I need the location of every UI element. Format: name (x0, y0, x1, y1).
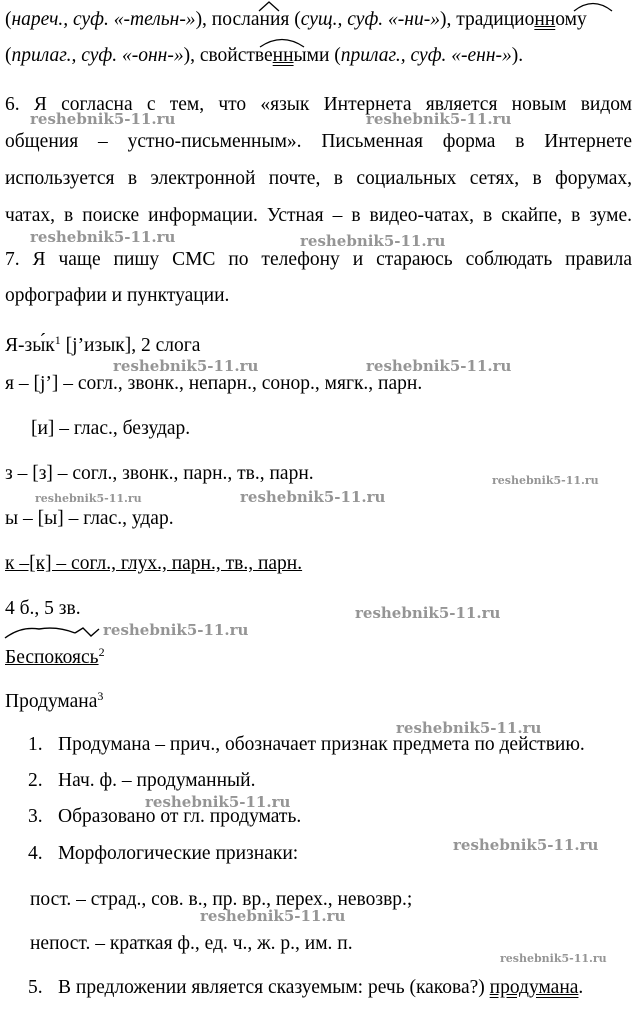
watermark: reshebnik5-11.ru (300, 232, 446, 250)
item6-line-2: общения – устно-письменным». Письменная форма в Интернете (5, 131, 632, 152)
nonpermanent-features: непост. – краткая ф., ед. ч., ж. р., им. п. (30, 933, 353, 954)
watermark: reshebnik5-11.ru (355, 604, 501, 622)
phonetic-line-ya: я – [j’] – согл., звонк., непарн., сонор., мягк., парн. (5, 373, 423, 394)
watermark: reshebnik5-11.ru (103, 621, 249, 639)
list-item: 4. Морфологические признаки: (28, 843, 299, 864)
watermark: reshebnik5-11.ru (30, 228, 176, 246)
morpheme-line-1: (нареч., суф. «-тельн-»), послания (сущ., суф. «-ни-»), традиционному (5, 9, 587, 30)
watermark: reshebnik5-11.ru (366, 110, 512, 128)
word-produmana: Продумана$^3$ (5, 689, 104, 712)
suffix-arc-icon (257, 0, 281, 12)
watermark: reshebnik5-11.ru (492, 474, 599, 487)
watermark: reshebnik5-11.ru (200, 907, 346, 925)
watermark: reshebnik5-11.ru (500, 952, 607, 965)
word-bespokoyas: Беспокоясь2 (5, 645, 105, 668)
suffix-ni: ни (259, 9, 281, 30)
suffix-nn-1: нн (534, 9, 556, 30)
phonetic-line-i: [и] – глас., безудар. (31, 418, 191, 439)
phonetic-line-k: к –[к] – согл., глух., парн., тв., парн. (5, 553, 303, 574)
watermark: reshebnik5-11.ru (366, 357, 512, 375)
item7-line-2: орфографии и пунктуации. (5, 285, 230, 306)
phonetic-heading: $Я-зы́к^1$ [j’изык], 2 слога (5, 333, 201, 356)
watermark: reshebnik5-11.ru (113, 357, 259, 375)
watermark: reshebnik5-11.ru (453, 836, 599, 854)
suffix-arc-icon (258, 36, 306, 48)
item6-line-3: используется в электронной почте, в социальных сетях, в форумах, (5, 168, 632, 189)
watermark: reshebnik5-11.ru (145, 793, 291, 811)
watermark: reshebnik5-11.ru (35, 492, 142, 505)
phonetic-summary: 4 б., 5 зв. (5, 598, 81, 619)
morpheme-mark-icon (3, 624, 103, 640)
suffix-arc-icon (572, 0, 614, 12)
morpheme-line-2: (прилаг., суф. «-онн-»), свойственными (прилаг., суф. «-енн-»). (5, 45, 524, 66)
item6-line-1: 6. Я согласна с тем, что «язык Интернета является новым видом (5, 94, 632, 115)
list-item-5: 5. В предложении является сказуемым: речь (какова?) продумана. (28, 977, 584, 998)
list-item: 1. Продумана – прич., обозначает признак предмета по действию. (28, 734, 585, 755)
phonetic-line-z: з – [з] – согл., звонк., парн., тв., парн. (5, 463, 314, 484)
watermark: reshebnik5-11.ru (396, 719, 542, 737)
item6-line-4: чатах, в поиске информации. Устная – в видео-чатах, в скайпе, в зуме. (5, 205, 632, 226)
list-item: 3. Образовано от гл. продумать. (28, 806, 302, 827)
watermark: reshebnik5-11.ru (30, 110, 176, 128)
list-item: 2. Нач. ф. – продуманный. (28, 770, 256, 791)
suffix-nn-2: нн (272, 45, 294, 66)
watermark: reshebnik5-11.ru (240, 488, 386, 506)
phonetic-line-y: ы – [ы] – глас., удар. (5, 508, 174, 529)
item7-line-1: 7. Я чаще пишу СМС по телефону и стараюсь соблюдать правила (5, 249, 632, 270)
permanent-features: пост. – страд., сов. в., пр. вр., перех., невозвр.; (30, 889, 413, 910)
